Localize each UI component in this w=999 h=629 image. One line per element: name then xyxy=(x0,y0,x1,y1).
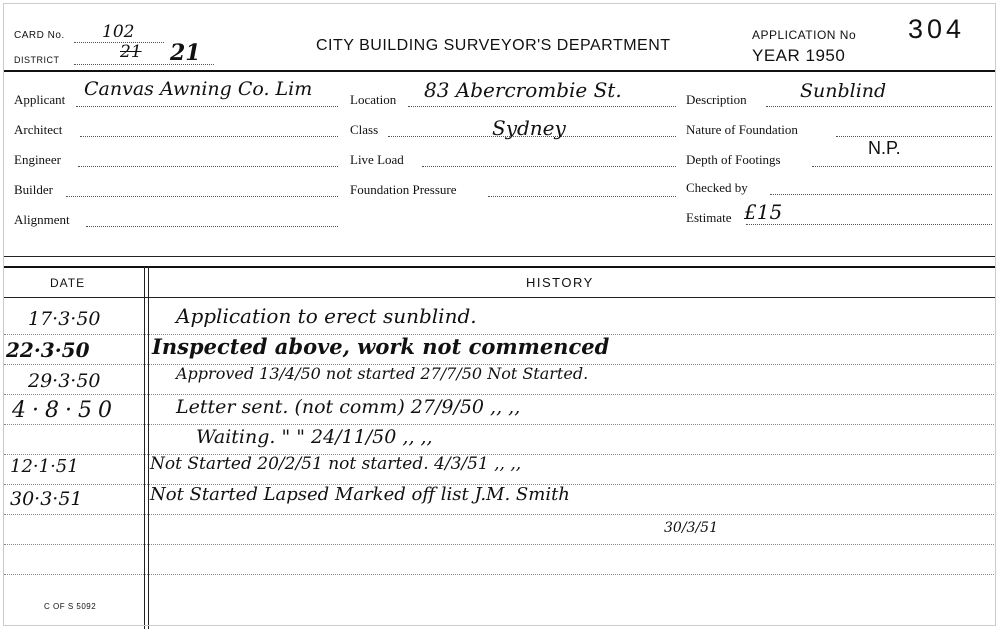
depth-of-footings-label: Depth of Footings xyxy=(686,152,781,167)
card-no-label: CARD No. xyxy=(14,30,65,41)
district-label: DISTRICT xyxy=(14,55,60,65)
card-border xyxy=(3,3,996,626)
history-row-text: Waiting. " " 24/11/50 ,, ,, xyxy=(196,426,433,448)
district-value: 21 xyxy=(170,40,201,66)
application-value: 304 xyxy=(908,14,966,44)
history-row-text: Application to erect sunblind. xyxy=(176,304,477,328)
foundation-pressure-label: Foundation Pressure xyxy=(350,182,457,197)
nature-of-foundation-label: Nature of Foundation xyxy=(686,122,798,137)
history-row-date: 12·1·51 xyxy=(10,456,79,477)
history-row-date: 30·3·51 xyxy=(10,488,83,510)
history-row-date: 29·3·50 xyxy=(28,370,101,392)
engineer-label: Engineer xyxy=(14,152,61,167)
history-row-date: 4·8·50 xyxy=(12,398,118,423)
estimate-label: Estimate xyxy=(686,210,732,225)
history-row-text: Inspected above, work not commenced xyxy=(152,334,610,359)
location-value: 83 Abercrombie St. xyxy=(424,78,622,102)
initials-date: 30/3/51 xyxy=(664,520,718,536)
history-row-date: 17·3·50 xyxy=(28,308,101,330)
live-load-label: Live Load xyxy=(350,152,404,167)
history-row-text: Letter sent. (not comm) 27/9/50 ,, ,, xyxy=(176,396,521,418)
depth-of-footings-value: N.P. xyxy=(868,138,901,158)
district-value-struck: 21 xyxy=(120,42,142,62)
history-header: HISTORY xyxy=(526,275,594,290)
location-label: Location xyxy=(350,92,397,107)
checked-by-label: Checked by xyxy=(686,180,748,195)
year-label: YEAR 1950 xyxy=(752,46,846,65)
history-row-text: Not Started 20/2/51 not started. 4/3/51 ,, ,, xyxy=(150,454,522,474)
date-header: DATE xyxy=(50,276,86,290)
history-row-date: 22·3·50 xyxy=(6,338,90,362)
architect-label: Architect xyxy=(14,122,63,137)
alignment-label: Alignment xyxy=(14,212,70,227)
application-label: APPLICATION No xyxy=(752,28,857,42)
card-no-value: 102 xyxy=(102,22,135,42)
builder-label: Builder xyxy=(14,182,53,197)
history-row-text: Approved 13/4/50 not started 27/7/50 Not Started. xyxy=(176,364,589,383)
applicant-value: Canvas Awning Co. Lim xyxy=(84,78,313,100)
history-row-text: Not Started Lapsed Marked off list J.M. Smith xyxy=(150,484,570,505)
class-label: Class xyxy=(350,122,379,137)
form-code: C OF S 5092 xyxy=(44,602,97,611)
class-value: Sydney xyxy=(492,116,566,140)
applicant-label: Applicant xyxy=(14,92,66,107)
description-value: Sunblind xyxy=(800,80,887,102)
description-label: Description xyxy=(686,92,747,107)
department-title: CITY BUILDING SURVEYOR'S DEPARTMENT xyxy=(316,37,671,54)
estimate-value: £15 xyxy=(744,200,783,224)
